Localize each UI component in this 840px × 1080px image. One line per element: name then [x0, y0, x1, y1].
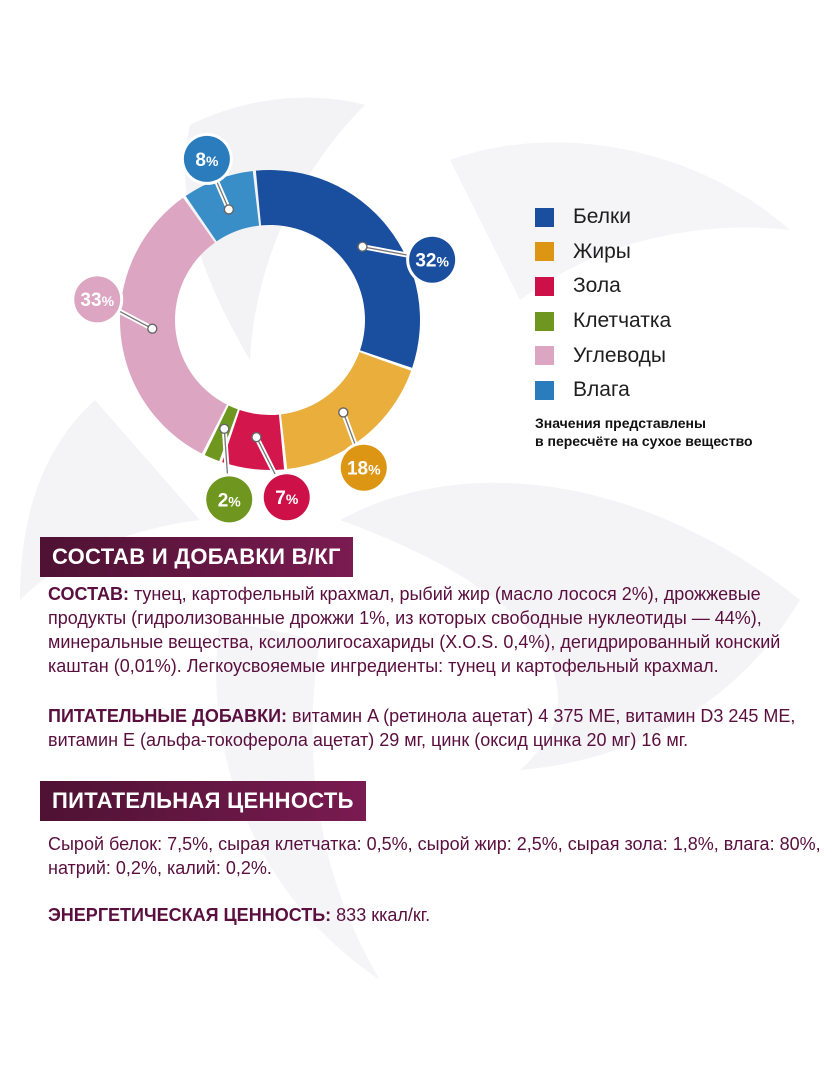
data-label-value-moisture: 8 — [195, 149, 206, 171]
data-label-value-protein: 32 — [415, 250, 437, 272]
energy-text: 833 ккал/кг. — [331, 905, 431, 925]
legend-item-carbs — [535, 338, 671, 373]
leader-dot-fat — [339, 408, 348, 417]
ingredients-paragraph — [48, 582, 828, 678]
energy-label: ЭНЕРГЕТИЧЕСКАЯ ЦЕННОСТЬ: — [48, 905, 332, 925]
data-label-percent-moisture: % — [205, 152, 219, 169]
legend-swatch-ash — [535, 277, 554, 296]
data-label-protein — [415, 251, 449, 272]
data-label-fat — [347, 459, 381, 480]
leader-dot-carbs — [148, 324, 157, 333]
legend-item-ash — [535, 269, 671, 304]
nutrition-paragraph: Сырой белок: 7,5%, сырая клетчатка: 0,5%, сырой жир: 2,5%, сырая зола: 1,8%, влага: 80%, натрий: 0,2%, калий: 0,2%. — [48, 834, 821, 878]
legend-label-fiber: Клетчатка — [573, 309, 672, 333]
data-label-fiber — [218, 490, 242, 511]
data-label-percent-fiber: % — [228, 493, 241, 510]
legend-label-protein: Белки — [573, 205, 631, 229]
slice-protein — [256, 170, 420, 368]
energy-paragraph — [48, 903, 828, 927]
legend-label-ash: Зола — [573, 274, 621, 298]
leader-dot-ash — [252, 433, 261, 442]
data-label-percent-carbs: % — [101, 293, 115, 310]
data-label-value-ash: 7 — [275, 488, 286, 510]
leader-dot-fiber — [220, 424, 229, 433]
chart-note — [535, 414, 835, 450]
leader-dot-moisture — [224, 205, 233, 214]
chart-legend — [535, 200, 671, 408]
legend-label-carbs: Углеводы — [573, 343, 667, 367]
ingredients-label: СОСТАВ: — [48, 584, 129, 604]
leader-dot-protein — [358, 242, 367, 251]
legend-swatch-protein — [535, 208, 554, 227]
additives-text: витамин A (ретинола ацетат) 4 375 МЕ, витамин D3 245 МЕ, витамин E (альфа-токоферола ацетат) 29 мг, цинк (оксид цинка 20 мг) 16 мг. — [48, 706, 796, 750]
slice-carbs — [120, 198, 227, 454]
data-label-value-fat: 18 — [346, 458, 369, 480]
legend-swatch-moisture — [535, 381, 554, 400]
data-label-ash — [275, 488, 299, 509]
data-label-value-fiber: 2 — [217, 490, 229, 512]
data-label-carbs — [80, 290, 114, 311]
legend-item-fiber — [535, 304, 671, 339]
data-label-moisture — [195, 150, 219, 171]
legend-label-moisture: Влага — [573, 378, 630, 402]
chart-note-line-2: в пересчёте на сухое вещество — [535, 433, 753, 449]
additives-label: ПИТАТЕЛЬНЫЕ ДОБАВКИ: — [48, 706, 288, 726]
legend-label-fat: Жиры — [573, 239, 631, 263]
data-label-percent-protein: % — [436, 253, 449, 270]
legend-swatch-fat — [535, 242, 554, 261]
legend-item-protein — [535, 200, 671, 235]
nutrition-heading: ПИТАТЕЛЬНАЯ ЦЕННОСТЬ — [40, 781, 366, 821]
additives-paragraph — [48, 704, 828, 752]
legend-swatch-fiber — [535, 312, 554, 331]
ingredients-text: тунец, картофельный крахмал, рыбий жир (масло лосося 2%), дрожжевые продукты (гидролизованные дрожжи 1%, из которых свободные нуклеотиды — 44%), минеральные вещества, ксилоолигосахариды (X.O.S. 0,4%), дегидрированный конский каштан (0,01%). Легкоусвояемые ингредиенты: тунец и картофельный крахмал. — [48, 584, 781, 676]
legend-item-moisture — [535, 373, 671, 408]
data-label-percent-ash: % — [285, 491, 299, 508]
legend-swatch-carbs — [535, 346, 554, 365]
data-label-value-carbs: 33 — [80, 290, 102, 312]
data-label-percent-fat: % — [368, 461, 381, 478]
legend-item-fat — [535, 235, 671, 270]
composition-heading: СОСТАВ И ДОБАВКИ В/КГ — [40, 537, 353, 577]
chart-note-line-1: Значения представлены — [535, 415, 706, 431]
